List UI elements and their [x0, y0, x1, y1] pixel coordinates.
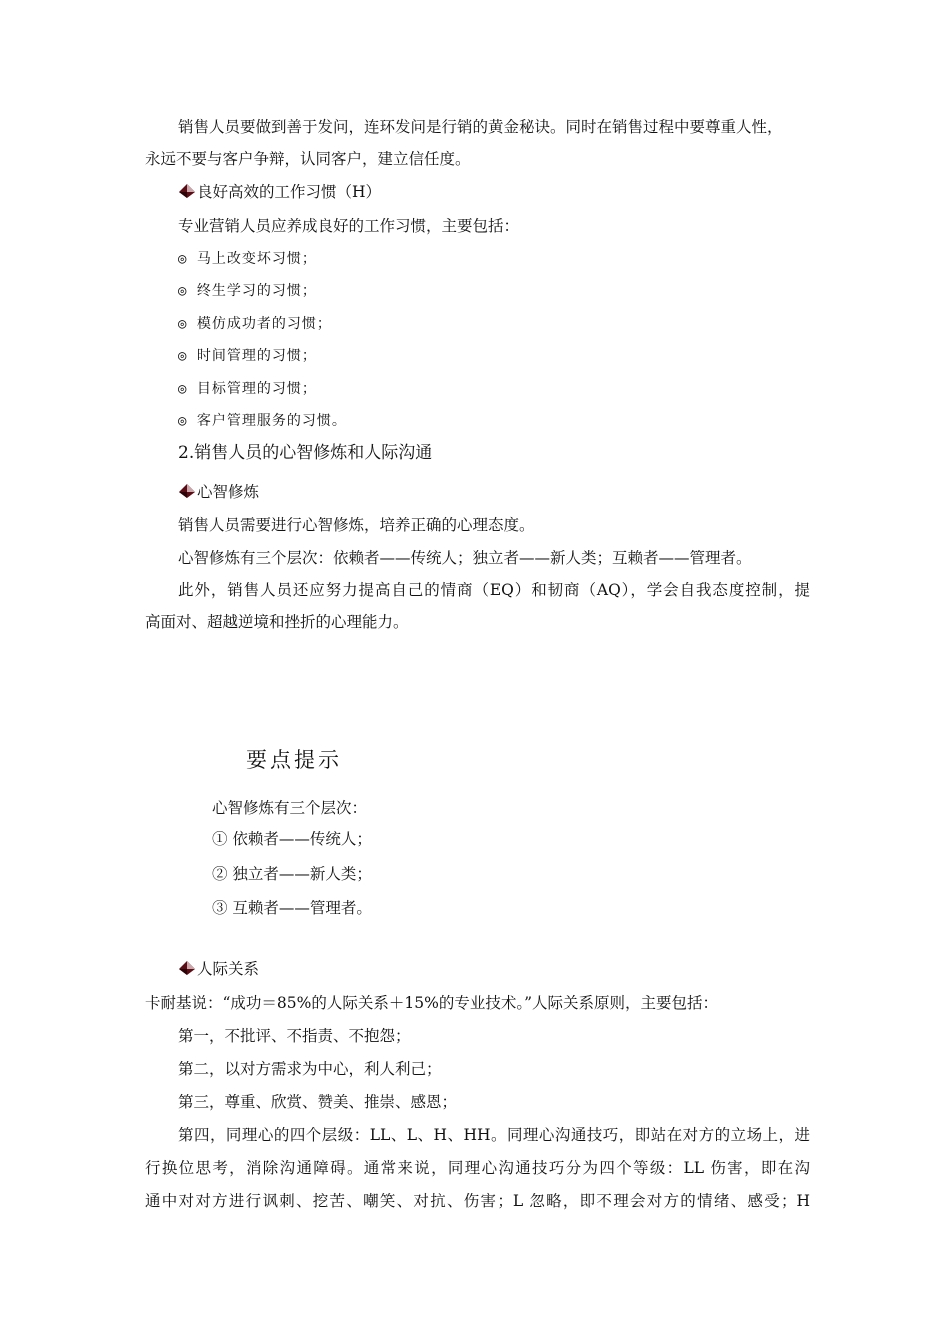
section-heading-text: 良好高效的工作习惯（H） — [197, 183, 382, 201]
paragraph-line: 永远不要与客户争辩，认同客户，建立信任度。 — [145, 150, 471, 168]
list-item: ◎ 时间管理的习惯； — [178, 348, 317, 364]
paragraph-line: 专业营销人员应养成良好的工作习惯，主要包括： — [178, 217, 520, 235]
tips-item: ① 依赖者——传统人； — [212, 830, 372, 848]
tips-title: 要点提示 — [246, 748, 342, 772]
list-item: 第三，尊重、欣赏、赞美、推崇、感恩； — [178, 1093, 458, 1111]
paragraph-line: 通中对对方进行讽刺、挖苦、嘲笑、对抗、伤害；L 忽略，即不理会对方的情绪、感受；H — [145, 1192, 810, 1210]
list-item: ◎ 目标管理的习惯； — [178, 381, 317, 397]
tips-intro: 心智修炼有三个层次： — [212, 799, 368, 817]
paragraph-line: 第四，同理心的四个层级：LL、L、H、HH。同理心沟通技巧，即站在对方的立场上，进 — [178, 1126, 810, 1144]
paragraph-line: 高面对、超越逆境和挫折的心理能力。 — [145, 613, 409, 631]
diamond-bullet-icon — [178, 183, 196, 199]
paragraph-line: 销售人员要做到善于发问，连环发问是行销的黄金秘诀。同时在销售过程中要尊重人性， — [178, 118, 783, 136]
diamond-bullet-icon — [178, 483, 196, 499]
tips-item: ③ 互赖者——管理者。 — [212, 899, 372, 917]
list-item: ◎ 马上改变坏习惯； — [178, 251, 317, 267]
list-item: 第二，以对方需求为中心，利人利己； — [178, 1060, 442, 1078]
paragraph-line: 卡耐基说：“成功＝85%的人际关系＋15%的专业技术。”人际关系原则，主要包括： — [145, 994, 719, 1012]
list-item: ◎ 终生学习的习惯； — [178, 283, 317, 299]
section-heading-habits — [178, 182, 381, 202]
subsection-heading: 2.销售人员的心智修炼和人际沟通 — [178, 443, 433, 463]
list-item: ◎ 模仿成功者的习惯； — [178, 316, 332, 332]
section-heading-mind — [178, 482, 259, 502]
paragraph-line: 心智修炼有三个层次：依赖者——传统人；独立者——新人类；互赖者——管理者。 — [178, 549, 752, 567]
tips-item: ② 独立者——新人类； — [212, 865, 372, 883]
paragraph-line: 销售人员需要进行心智修炼，培养正确的心理态度。 — [178, 516, 535, 534]
section-heading-relations — [178, 959, 259, 979]
paragraph-line: 此外，销售人员还应努力提高自己的情商（EQ）和韧商（AQ），学会自我态度控制，提 — [178, 581, 810, 599]
diamond-bullet-icon — [178, 960, 196, 976]
list-item: ◎ 客户管理服务的习惯。 — [178, 413, 347, 429]
list-item: 第一，不批评、不指责、不抱怨； — [178, 1027, 411, 1045]
paragraph-line: 行换位思考，消除沟通障碍。通常来说，同理心沟通技巧分为四个等级：LL 伤害，即在沟 — [145, 1159, 810, 1177]
section-heading-text: 心智修炼 — [197, 483, 260, 501]
section-heading-text: 人际关系 — [197, 960, 260, 978]
